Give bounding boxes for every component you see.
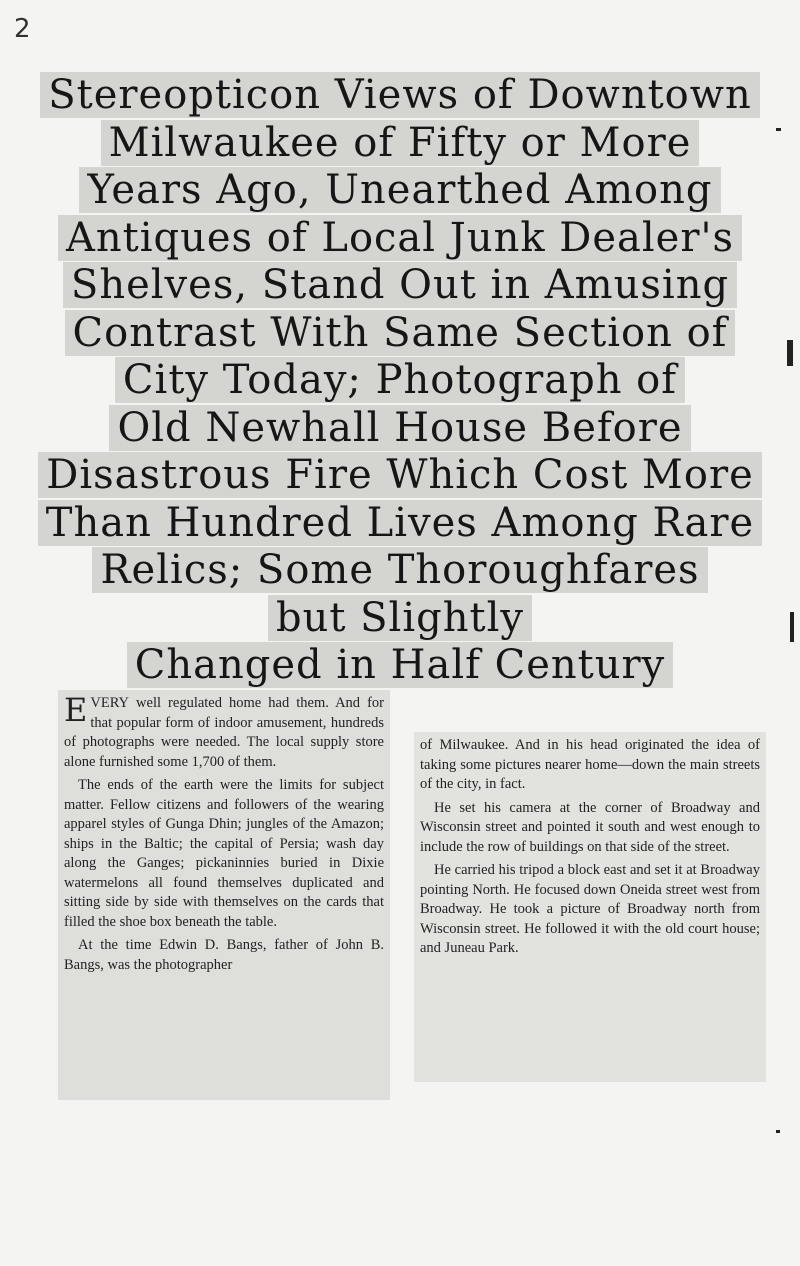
scan-edge-mark	[776, 128, 781, 131]
scan-edge-mark	[787, 340, 793, 366]
headline-line: Changed in Half Century	[0, 642, 800, 690]
headline	[0, 72, 800, 690]
article-right-column	[414, 732, 766, 1082]
article-paragraph: At the time Edwin D. Bangs, father of John B. Bangs, was the photographer	[64, 937, 384, 973]
headline-line: Than Hundred Lives Among Rare	[0, 500, 800, 548]
headline-line: Shelves, Stand Out in Amusing	[0, 262, 800, 310]
headline-line: Disastrous Fire Which Cost More	[0, 452, 800, 500]
headline-line: Relics; Some Thoroughfares	[0, 547, 800, 595]
lead-word: VERY	[90, 695, 130, 711]
article-paragraph: He set his camera at the corner of Broadway and Wisconsin street and pointed it south and west enough to include the row of buildings on that side of the street.	[420, 799, 760, 855]
article-paragraph: He carried his tripod a block east and set it at Broadway pointing North. He focused down Oneida street west from Broadway. He took a picture of Broadway north from Wisconsin street. He followed it with the old court house; and Juneau Park.	[420, 862, 760, 956]
headline-line: Contrast With Same Section of	[0, 310, 800, 358]
article-paragraph: of Milwaukee. And in his head originated the idea of taking some pictures nearer home—down the main streets of the city, in fact.	[420, 737, 760, 792]
headline-line: Antiques of Local Junk Dealer's	[0, 215, 800, 263]
headline-line: Stereopticon Views of Downtown	[0, 72, 800, 120]
article-paragraph: The ends of the earth were the limits for subject matter. Fellow citizens and followers of the wearing apparel styles of Gunga Dhin; jungles of the Amazon; ships in the Baltic; the capital of Persia; wash day along the Ganges; pickaninnies buried in Dixie watermelons all found themselves duplicated and sitting side by side with themselves on the cards that filled the shoe box beneath the table.	[64, 777, 384, 930]
scan-edge-mark	[776, 1130, 780, 1133]
scan-edge-mark	[790, 612, 794, 642]
article-left-column	[58, 690, 390, 1100]
headline-line: City Today; Photograph of	[0, 357, 800, 405]
headline-line: Milwaukee of Fifty or More	[0, 120, 800, 168]
page-number: 2	[14, 14, 31, 44]
headline-line: but Slightly	[0, 595, 800, 643]
article-paragraph: EVERY well regulated home had them. And for that popular form of indoor amusement, hundreds of photographs were needed. The local supply store alone furnished some 1,700 of them.	[64, 691, 384, 770]
headline-line: Years Ago, Unearthed Among	[0, 167, 800, 215]
headline-line: Old Newhall House Before	[0, 405, 800, 453]
drop-cap: E	[64, 691, 88, 729]
